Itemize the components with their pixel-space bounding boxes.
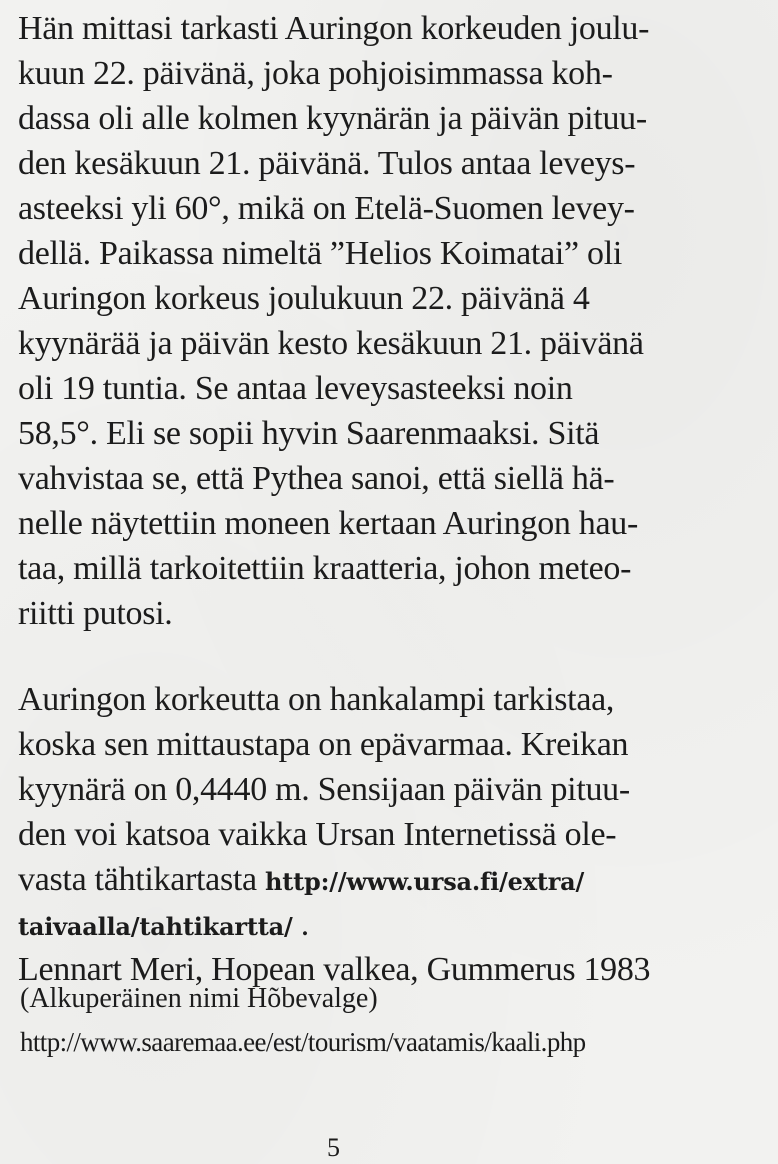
citation: Lennart Meri, Hopean valkea, Gummerus 1983	[18, 951, 651, 988]
link-suffix: .	[292, 906, 309, 943]
source-url-link[interactable]: http://www.saaremaa.ee/est/tourism/vaatamis/kaali.php	[20, 1027, 586, 1057]
text-line: taa, millä tarkoitettiin kraatteria, johon meteo-	[18, 550, 632, 587]
text-line-with-link	[18, 902, 763, 947]
text-line: kuun 22. päivänä, joka pohjoisimmassa koh-	[18, 55, 613, 92]
text-line: Auringon korkeus joulukuun 22. päivänä 4	[18, 280, 590, 317]
text-line: kyynärää ja päivän kesto kesäkuun 21. päivänä	[18, 325, 644, 362]
text-line: 58,5°. Eli se sopii hyvin Saarenmaaksi. Sitä	[18, 415, 600, 452]
text-line: nelle näytettiin moneen kertaan Auringon hau-	[18, 505, 639, 542]
text-line: koska sen mittaustapa on epävarmaa. Kreikan	[18, 726, 629, 763]
text-line: Auringon korkeutta on hankalampi tarkistaa,	[18, 681, 615, 718]
text-line: den voi katsoa vaikka Ursan Internetissä ole-	[18, 816, 617, 853]
text-line: Hän mittasi tarkasti Auringon korkeuden joulu-	[18, 10, 650, 47]
text-line: riitti putosi.	[18, 595, 173, 632]
text-line: vahvistaa se, että Pythea sanoi, että siellä hä-	[18, 460, 615, 497]
paragraph-1	[18, 6, 763, 636]
text-line: dellä. Paikassa nimeltä ”Helios Koimatai” oli	[18, 235, 622, 272]
tahtikartta-link-part-2[interactable]: taivaalla/tahtikartta/	[18, 912, 293, 941]
paragraph-2	[18, 677, 763, 992]
text-line: kyynärä on 0,4440 m. Sensijaan päivän pituu-	[18, 771, 630, 808]
text-line-prefix: vasta tähtikartasta	[18, 861, 266, 898]
text-line-with-link	[18, 857, 763, 902]
text-line: dassa oli alle kolmen kyynärän ja päivän pituu-	[18, 100, 647, 137]
page-number: 5	[327, 1133, 340, 1162]
tahtikartta-link-part-1[interactable]: http://www.ursa.fi/extra/	[265, 867, 585, 896]
text-line: asteeksi yli 60°, mikä on Etelä-Suomen levey-	[18, 190, 635, 227]
text-line: oli 19 tuntia. Se antaa leveysasteeksi noin	[18, 370, 573, 407]
text-line: den kesäkuun 21. päivänä. Tulos antaa leveys-	[18, 145, 636, 182]
original-title-note: (Alkuperäinen nimi Hõbevalge)	[20, 983, 378, 1014]
